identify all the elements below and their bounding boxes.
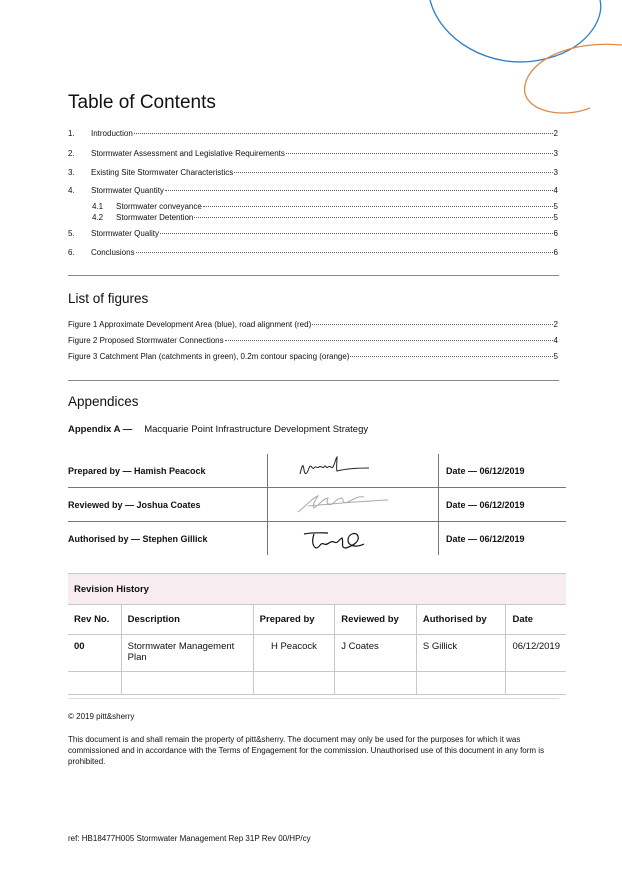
cell-authorised-by: S Gillick xyxy=(416,635,506,672)
signoff-role: Authorised by — Stephen Gillick xyxy=(68,533,208,544)
divider xyxy=(68,380,559,381)
document-reference: ref: HB18477H005 Stormwater Management Rep 31P Rev 00/HP/cy xyxy=(68,834,311,843)
signoff-row xyxy=(68,488,566,522)
cell-rev-no: 00 xyxy=(68,635,121,672)
disclaimer: This document is and shall remain the property of pitt&sherry. The document may only be used for the purposes for which it was commissioned and in accordance with the Terms of Engagement for the commission. Unauthorised use of this document in any form is prohibited. xyxy=(68,735,545,766)
col-header: Authorised by xyxy=(416,605,506,635)
cell-reviewed-by: J Coates xyxy=(335,635,417,672)
col-header: Reviewed by xyxy=(335,605,417,635)
orange-arc xyxy=(525,44,622,113)
signoff-row xyxy=(68,454,566,488)
toc-subitem[interactable]: 4.1 Stormwater conveyance 5 xyxy=(92,202,558,211)
toc-item[interactable]: 3. Existing Site Stormwater Characteristics 3 xyxy=(68,168,558,177)
revision-history-table xyxy=(68,573,566,695)
appendix-a: Appendix A — Macquarie Point Infrastructure Development Strategy xyxy=(68,424,369,435)
page-title: Table of Contents xyxy=(68,92,216,113)
table-row xyxy=(68,635,566,672)
copyright: © 2019 pitt&sherry xyxy=(68,712,135,721)
signoff-date: Date — 06/12/2019 xyxy=(439,488,567,522)
cell-prepared-by: H Peacock xyxy=(253,635,335,672)
revision-history-title: Revision History xyxy=(68,574,566,605)
toc-item[interactable]: 1. Introduction 2 xyxy=(68,129,558,138)
signoff-date: Date — 06/12/2019 xyxy=(446,533,525,544)
col-header: Rev No. xyxy=(68,605,121,635)
signature-joshua xyxy=(268,488,439,522)
col-header: Prepared by xyxy=(253,605,335,635)
signature-stephen xyxy=(268,522,439,556)
col-header: Date xyxy=(506,605,566,635)
signoff-date: Date — 06/12/2019 xyxy=(439,454,567,488)
signature-hamish xyxy=(268,454,439,488)
appendices-heading: Appendices xyxy=(68,394,139,409)
signoff-role: Reviewed by — Joshua Coates xyxy=(68,488,268,522)
toc-item[interactable]: 6. Conclusions 6 xyxy=(68,248,558,257)
revision-header-row xyxy=(68,605,566,635)
signoff-role: Prepared by — Hamish Peacock xyxy=(68,454,268,488)
toc-item[interactable]: 4. Stormwater Quantity 4 xyxy=(68,186,558,195)
col-header: Description xyxy=(121,605,253,635)
decorative-arcs xyxy=(400,0,622,120)
figure-item[interactable]: Figure 2 Proposed Stormwater Connections 4 xyxy=(68,336,558,345)
figure-item[interactable]: Figure 3 Catchment Plan (catchments in green), 0.2m contour spacing (orange) 5 xyxy=(68,352,558,361)
signoff-row xyxy=(68,522,566,556)
figure-item[interactable]: Figure 1 Approximate Development Area (blue), road alignment (red) 2 xyxy=(68,320,558,329)
cell-date: 06/12/2019 xyxy=(506,635,566,672)
divider xyxy=(68,275,559,276)
toc-subitem[interactable]: 4.2 Stormwater Detention 5 xyxy=(92,213,558,222)
table-row-empty xyxy=(68,672,566,695)
divider xyxy=(68,698,559,699)
blue-arc xyxy=(430,0,601,62)
cell-description: Stormwater Management Plan xyxy=(121,635,253,672)
signoff-table xyxy=(68,454,566,555)
toc-item[interactable]: 2. Stormwater Assessment and Legislative Requirements 3 xyxy=(68,149,558,158)
toc-item[interactable]: 5. Stormwater Quality 6 xyxy=(68,229,558,238)
figures-heading: List of figures xyxy=(68,291,149,306)
